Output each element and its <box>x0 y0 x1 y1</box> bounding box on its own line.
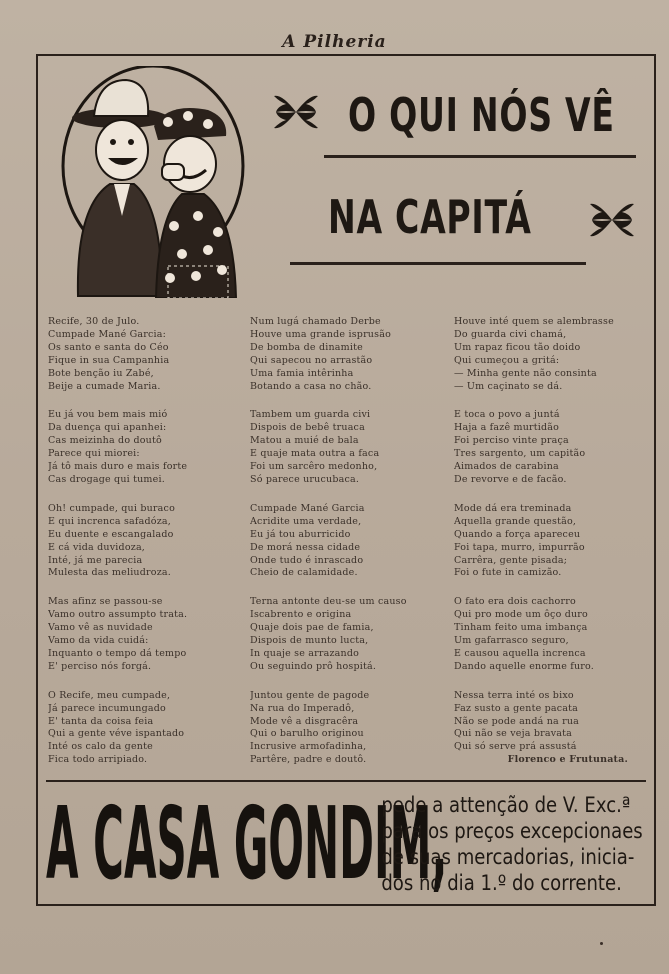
verse-line: Eu já tou aburricido <box>250 528 351 540</box>
poem-column-3 <box>454 316 642 783</box>
verse-line: Qui sapecou no arrastão <box>250 354 373 366</box>
verse-line: Houve inté quem se alembrasse <box>454 316 614 327</box>
verse-line: Beije a cumade Maria. <box>48 380 161 392</box>
verse-line: Cas meizinha do doutô <box>48 435 162 447</box>
verse-line: Vamo da vida cuidá: <box>48 635 149 647</box>
verse-line: Os santo e santa do Céo <box>48 341 169 353</box>
advertisement-divider <box>46 780 646 782</box>
verse-line: Dispois de munto lucta, <box>250 635 369 647</box>
verse-line: Qui cumeçou a gritá: <box>454 354 560 366</box>
verse-line: Foi perciso vinte praça <box>454 435 569 447</box>
verse-line: Uma famia intêrinha <box>250 367 354 379</box>
verse-line: Eu duente e escangalado <box>48 528 174 540</box>
verse-line: Bote benção iu Zabé, <box>48 367 154 379</box>
verse-line: E causou aquella increnca <box>454 647 586 659</box>
verse-line: E qui increnca safadóza, <box>48 515 171 527</box>
stanza <box>48 596 236 673</box>
stanza <box>48 409 236 486</box>
verse-line: E' perciso nós forgá. <box>48 660 152 672</box>
verse-line: Não se pode andá na rua <box>454 715 580 727</box>
verse-line: Do guarda civi chamá, <box>454 328 567 340</box>
verse-line: Recife, 30 de Julo. <box>48 316 140 327</box>
verse-line: Tambem um guarda civi <box>250 409 371 421</box>
verse-line: Cheio de calamidade. <box>250 567 358 579</box>
ad-line: de suas mercadorias, inicia- <box>381 845 635 869</box>
verse-line: Aimados de carabina <box>454 461 559 473</box>
poem-column-1 <box>48 316 236 783</box>
verse-line: Incrusive armofadinha, <box>250 741 367 753</box>
verse-line: Aquella grande questão, <box>454 515 577 527</box>
verse-line: Haja a fazê murtidão <box>454 422 560 434</box>
fleuron-ornament-icon <box>588 196 636 244</box>
poem-columns <box>48 316 638 768</box>
verse-line: Foi tapa, murro, impurrão <box>454 541 585 553</box>
stanza <box>48 690 236 767</box>
verse-line: E quaje mata outra a faca <box>250 448 380 460</box>
stanza <box>48 503 236 580</box>
stanza <box>250 503 438 580</box>
verse-line: Um gafarrasco seguro, <box>454 635 569 647</box>
verse-line: Matou a muié de bala <box>250 435 359 447</box>
ad-line: pede a attenção de V. Exc.ª <box>381 793 631 817</box>
verse-line: De morá nessa cidade <box>250 541 361 553</box>
verse-line: Já parece incumungado <box>48 702 166 714</box>
verse-line: Da duença qui apanhei: <box>48 422 167 434</box>
verse-line: Tinham feito uma imbança <box>454 622 588 634</box>
title-rule <box>324 155 636 158</box>
verse-line: Botando a casa no chão. <box>250 380 372 392</box>
verse-line: Vamo outro assumpto trata. <box>48 609 188 621</box>
verse-line: E toca o povo a juntá <box>454 409 560 421</box>
verse-line: Partêre, padre e doutô. <box>250 754 367 766</box>
ink-speck <box>600 942 603 945</box>
stanza <box>250 409 438 486</box>
stanza <box>250 596 438 673</box>
author-signature: Florenco e Frutunata. <box>507 754 628 766</box>
verse-line: Mode vê a disgracêra <box>250 715 359 727</box>
verse-line: Juntou gente de pagode <box>250 689 370 701</box>
verse-line: Inté os calo da gente <box>48 741 153 753</box>
verse-line: In quaje se arrazando <box>250 647 360 659</box>
advertisement-brand <box>46 785 448 902</box>
verse-line: Foi um sarcêro medonho, <box>250 461 378 473</box>
verse-line: Qui pro mode um ôço duro <box>454 609 588 621</box>
verse-line: Mode dá era treminada <box>454 502 572 514</box>
stanza <box>454 690 642 767</box>
verse-line: Nessa terra inté os bixo <box>454 689 574 701</box>
verse-line: Quaje dois pae de famia, <box>250 622 374 634</box>
verse-line: — Um caçinato se dá. <box>454 380 563 392</box>
verse-line: Dispois de bebê truaca <box>250 422 365 434</box>
verse-line: Ou seguindo prô hospitá. <box>250 660 377 672</box>
verse-line: Já tô mais duro e mais forte <box>48 461 188 473</box>
verse-line: Qui a gente véve ispantado <box>48 728 185 740</box>
verse-line: Fique in sua Campanhia <box>48 354 170 366</box>
verse-line: Eu já vou bem mais mió <box>48 409 168 421</box>
verse-line: Fica todo arripiado. <box>48 754 148 766</box>
verse-line: De bomba de dinamite <box>250 341 363 353</box>
verse-line: Na rua do Imperadô, <box>250 702 355 714</box>
verse-line: Mas afinz se passou-se <box>48 596 163 608</box>
verse-line: Cumpade Mané Garcia: <box>48 328 167 340</box>
verse-line: Carrêra, gente pisada; <box>454 554 568 566</box>
verse-line: O Recife, meu cumpade, <box>48 689 171 701</box>
verse-line: Foi o fute in camizão. <box>454 567 562 579</box>
running-head: A Pilheria <box>282 32 387 52</box>
verse-line: Iscabrento e origina <box>250 609 352 621</box>
verse-line: Qui o barulho originou <box>250 728 364 740</box>
stanza <box>250 316 438 393</box>
verse-line: Onde tudo é inrascado <box>250 554 364 566</box>
advertisement-text <box>362 792 643 896</box>
verse-line: E cá vida duvidoza, <box>48 541 146 553</box>
verse-line: E' tanta da coisa feia <box>48 715 154 727</box>
verse-line: Vamo vê as nuvidade <box>48 622 153 634</box>
verse-line: De revorve e de facão. <box>454 473 567 485</box>
title-line-1: O QUI NÓS VÊ <box>348 88 615 142</box>
verse-line: Cumpade Mané Garcia <box>250 502 365 514</box>
stanza <box>250 690 438 767</box>
ad-line: para os preços excepcionaes <box>381 819 643 843</box>
title-rule <box>290 262 586 265</box>
verse-line: Quando a força apareceu <box>454 528 581 540</box>
verse-line: Inté, já me parecia <box>48 554 143 566</box>
verse-line: — Minha gente não consinta <box>454 367 597 379</box>
stanza <box>454 596 642 673</box>
fleuron-ornament-icon <box>272 88 320 136</box>
verse-line: Faz susto a gente pacata <box>454 702 579 714</box>
stanza <box>454 316 642 393</box>
verse-line: Terna antonte deu-se um causo <box>250 596 407 608</box>
verse-line: Dando aquelle enorme furo. <box>454 660 595 672</box>
verse-line: O fato era dois cachorro <box>454 596 576 608</box>
title-line-2: NA CAPITÁ <box>328 190 532 244</box>
verse-line: Um rapaz ficou tão doido <box>454 341 581 353</box>
caricature-illustration <box>58 66 248 298</box>
ad-line: dos no dia 1.º do corrente. <box>381 871 622 895</box>
verse-line: Inquanto o tempo dá tempo <box>48 647 187 659</box>
verse-line: Cas drogage qui tumei. <box>48 473 165 485</box>
stanza <box>454 409 642 486</box>
verse-line: Tres sargento, um capitão <box>454 448 586 460</box>
verse-line: Houve uma grande isprusão <box>250 328 391 340</box>
verse-line: Oh! cumpade, qui buraco <box>48 502 175 514</box>
verse-line: Parece qui miorei: <box>48 448 140 460</box>
verse-line: Acridite uma verdade, <box>250 515 362 527</box>
verse-line: Qui só serve prá assustá <box>454 741 577 753</box>
verse-line: Qui não se veja bravata <box>454 728 573 740</box>
verse-line: Num lugá chamado Derbe <box>250 316 381 327</box>
brand-name: A CASA GONDIM, <box>46 785 448 902</box>
stanza <box>48 316 236 393</box>
verse-line: Mulesta das meliudroza. <box>48 567 171 579</box>
stanza <box>454 503 642 580</box>
poem-column-2 <box>250 316 438 783</box>
verse-line: Só parece urucubaca. <box>250 473 360 485</box>
